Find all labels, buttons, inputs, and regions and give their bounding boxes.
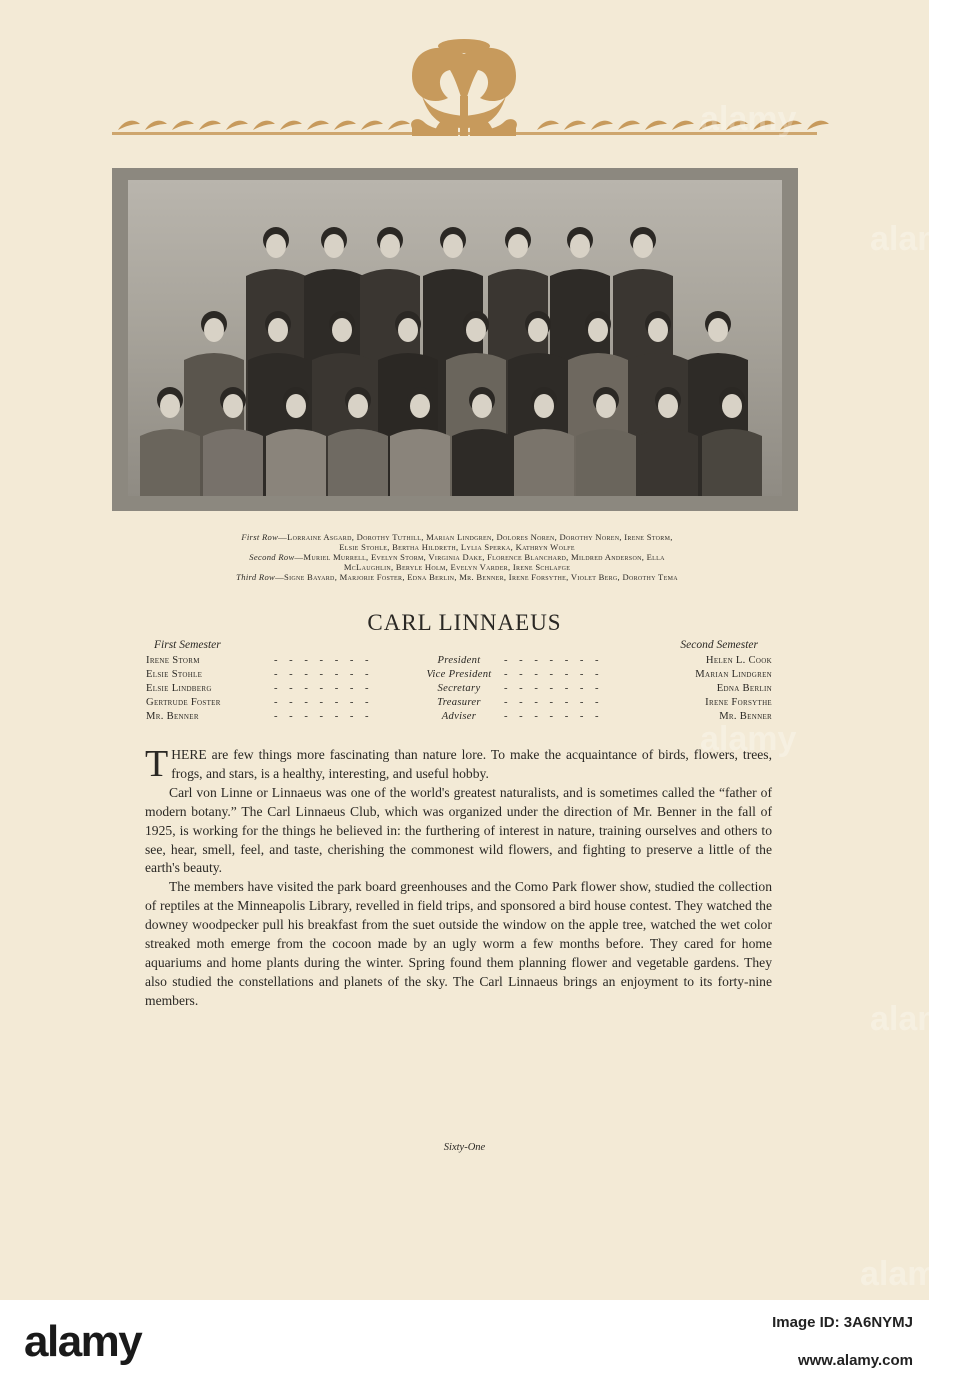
leader-dashes: - - - - - - - <box>504 711 604 722</box>
caption-first-row-cont: Elsie Stohle, Bertha Hildreth, Lylia Sperka, Kathryn Wolfe <box>339 542 575 552</box>
second-semester-officer: Helen L. Cook <box>705 655 772 666</box>
caption-second-row: Second Row—Muriel Murrell, Evelyn Storm, Virginia Dake, Florence Blanchard, Mildred Anderson, Ella <box>249 552 665 562</box>
leader-dashes: - - - - - - - <box>274 655 374 666</box>
club-description <box>145 743 772 1011</box>
club-title: CARL LINNAEUS <box>367 610 562 635</box>
first-semester-header: First Semester <box>154 639 221 651</box>
watermark: alamy <box>700 720 797 758</box>
office-title: Vice President <box>426 669 492 680</box>
page-number: Sixty-One <box>443 1142 486 1153</box>
officer-row <box>146 711 772 725</box>
office-title: Adviser <box>441 711 477 722</box>
watermark: alamy <box>860 1255 957 1293</box>
officer-row <box>146 683 772 697</box>
officer-row <box>146 655 772 669</box>
club-group-photo <box>128 180 782 496</box>
photo-caption <box>112 532 802 582</box>
officer-row <box>146 697 772 711</box>
first-semester-officer: Gertrude Foster <box>146 697 221 708</box>
paragraph-1: THERE are few things more fascinating than nature lore. To make the acquaintance of birds, flowers, trees, frogs, and stars, is a healthy, interesting, and useful hobby. <box>145 743 772 785</box>
caption-third-row: Third Row—Signe Bayard, Marjorie Foster, Edna Berlin, Mr. Benner, Irene Forsythe, Violet Berg, Dorothy Tema <box>236 572 678 582</box>
leader-dashes: - - - - - - - <box>274 697 374 708</box>
second-semester-officer: Marian Lindgren <box>695 669 772 680</box>
leader-dashes: - - - - - - - <box>504 655 604 666</box>
watermark: alamy <box>700 100 797 138</box>
watermark: alamy <box>870 220 966 258</box>
leader-dashes: - - - - - - - <box>504 669 604 680</box>
leader-dashes: - - - - - - - <box>504 697 604 708</box>
first-semester-officer: Mr. Benner <box>146 711 199 722</box>
caption-first-row: First Row—Lorraine Asgard, Dorothy Tuthill, Marian Lindgren, Dolores Noren, Dorothy Noren, Irene Storm, <box>241 532 673 542</box>
stock-footer <box>0 1300 929 1390</box>
site-url: www.alamy.com <box>797 1352 913 1369</box>
paragraph-2: Carl von Linne or Linnaeus was one of the world's greatest naturalists, and is sometimes called the “father of modern botany.” The Carl Linnaeus Club, which was organized under the direction of Mr. Benner in the fall of 1925, is working for the things he believed in: the furthering of interest in nature, training ourselves and others to see, hear, smell, feel, and taste, cherishing the commonest wild flowers, and fighting to preserve a little of the earth's beauty. <box>145 784 772 876</box>
alamy-logo: alamy <box>24 1317 142 1366</box>
first-semester-officer: Irene Storm <box>146 655 200 666</box>
second-semester-header: Second Semester <box>680 639 758 651</box>
watermark: alamy <box>870 1000 966 1038</box>
caption-second-row-cont: McLaughlin, Beryle Holm, Evelyn Varder, Irene Schlafge <box>343 562 571 572</box>
office-title: Secretary <box>437 683 481 694</box>
first-semester-officer: Elsie Stohle <box>146 669 203 680</box>
leader-dashes: - - - - - - - <box>274 669 374 680</box>
first-semester-officer: Elsie Lindberg <box>146 683 212 694</box>
office-title: President <box>437 655 481 666</box>
drop-cap: T <box>145 743 169 785</box>
image-id: Image ID: 3A6NYMJ <box>772 1314 913 1331</box>
office-title: Treasurer <box>437 697 481 708</box>
leader-dashes: - - - - - - - <box>274 683 374 694</box>
second-semester-officer: Edna Berlin <box>716 683 772 694</box>
officer-row <box>146 669 772 683</box>
art-deco-header-ornament <box>112 36 817 140</box>
group-photo-frame <box>112 168 798 511</box>
paragraph-3: The members have visited the park board greenhouses and the Como Park flower show, studied the collection of reptiles at the Minneapolis Library, revelled in field trips, and sponsored a bird house contest. They watched the downey woodpecker pull his breakfast from the suet outside the window on the apple tree, watched the wet color streaked moth emerge from the cocoon made by an ugly worm a few months before. They cared for home aquariums and home plants during the winter. Spring found them planning flower and vegetable gardens. They also studied the constellations and planets of the sky. The Carl Linnaeus brings an enjoyment to its forty-nine members. <box>145 879 772 1008</box>
second-semester-officer: Irene Forsythe <box>705 697 772 708</box>
leader-dashes: - - - - - - - <box>504 683 604 694</box>
second-semester-officer: Mr. Benner <box>719 711 772 722</box>
leader-dashes: - - - - - - - <box>274 711 374 722</box>
